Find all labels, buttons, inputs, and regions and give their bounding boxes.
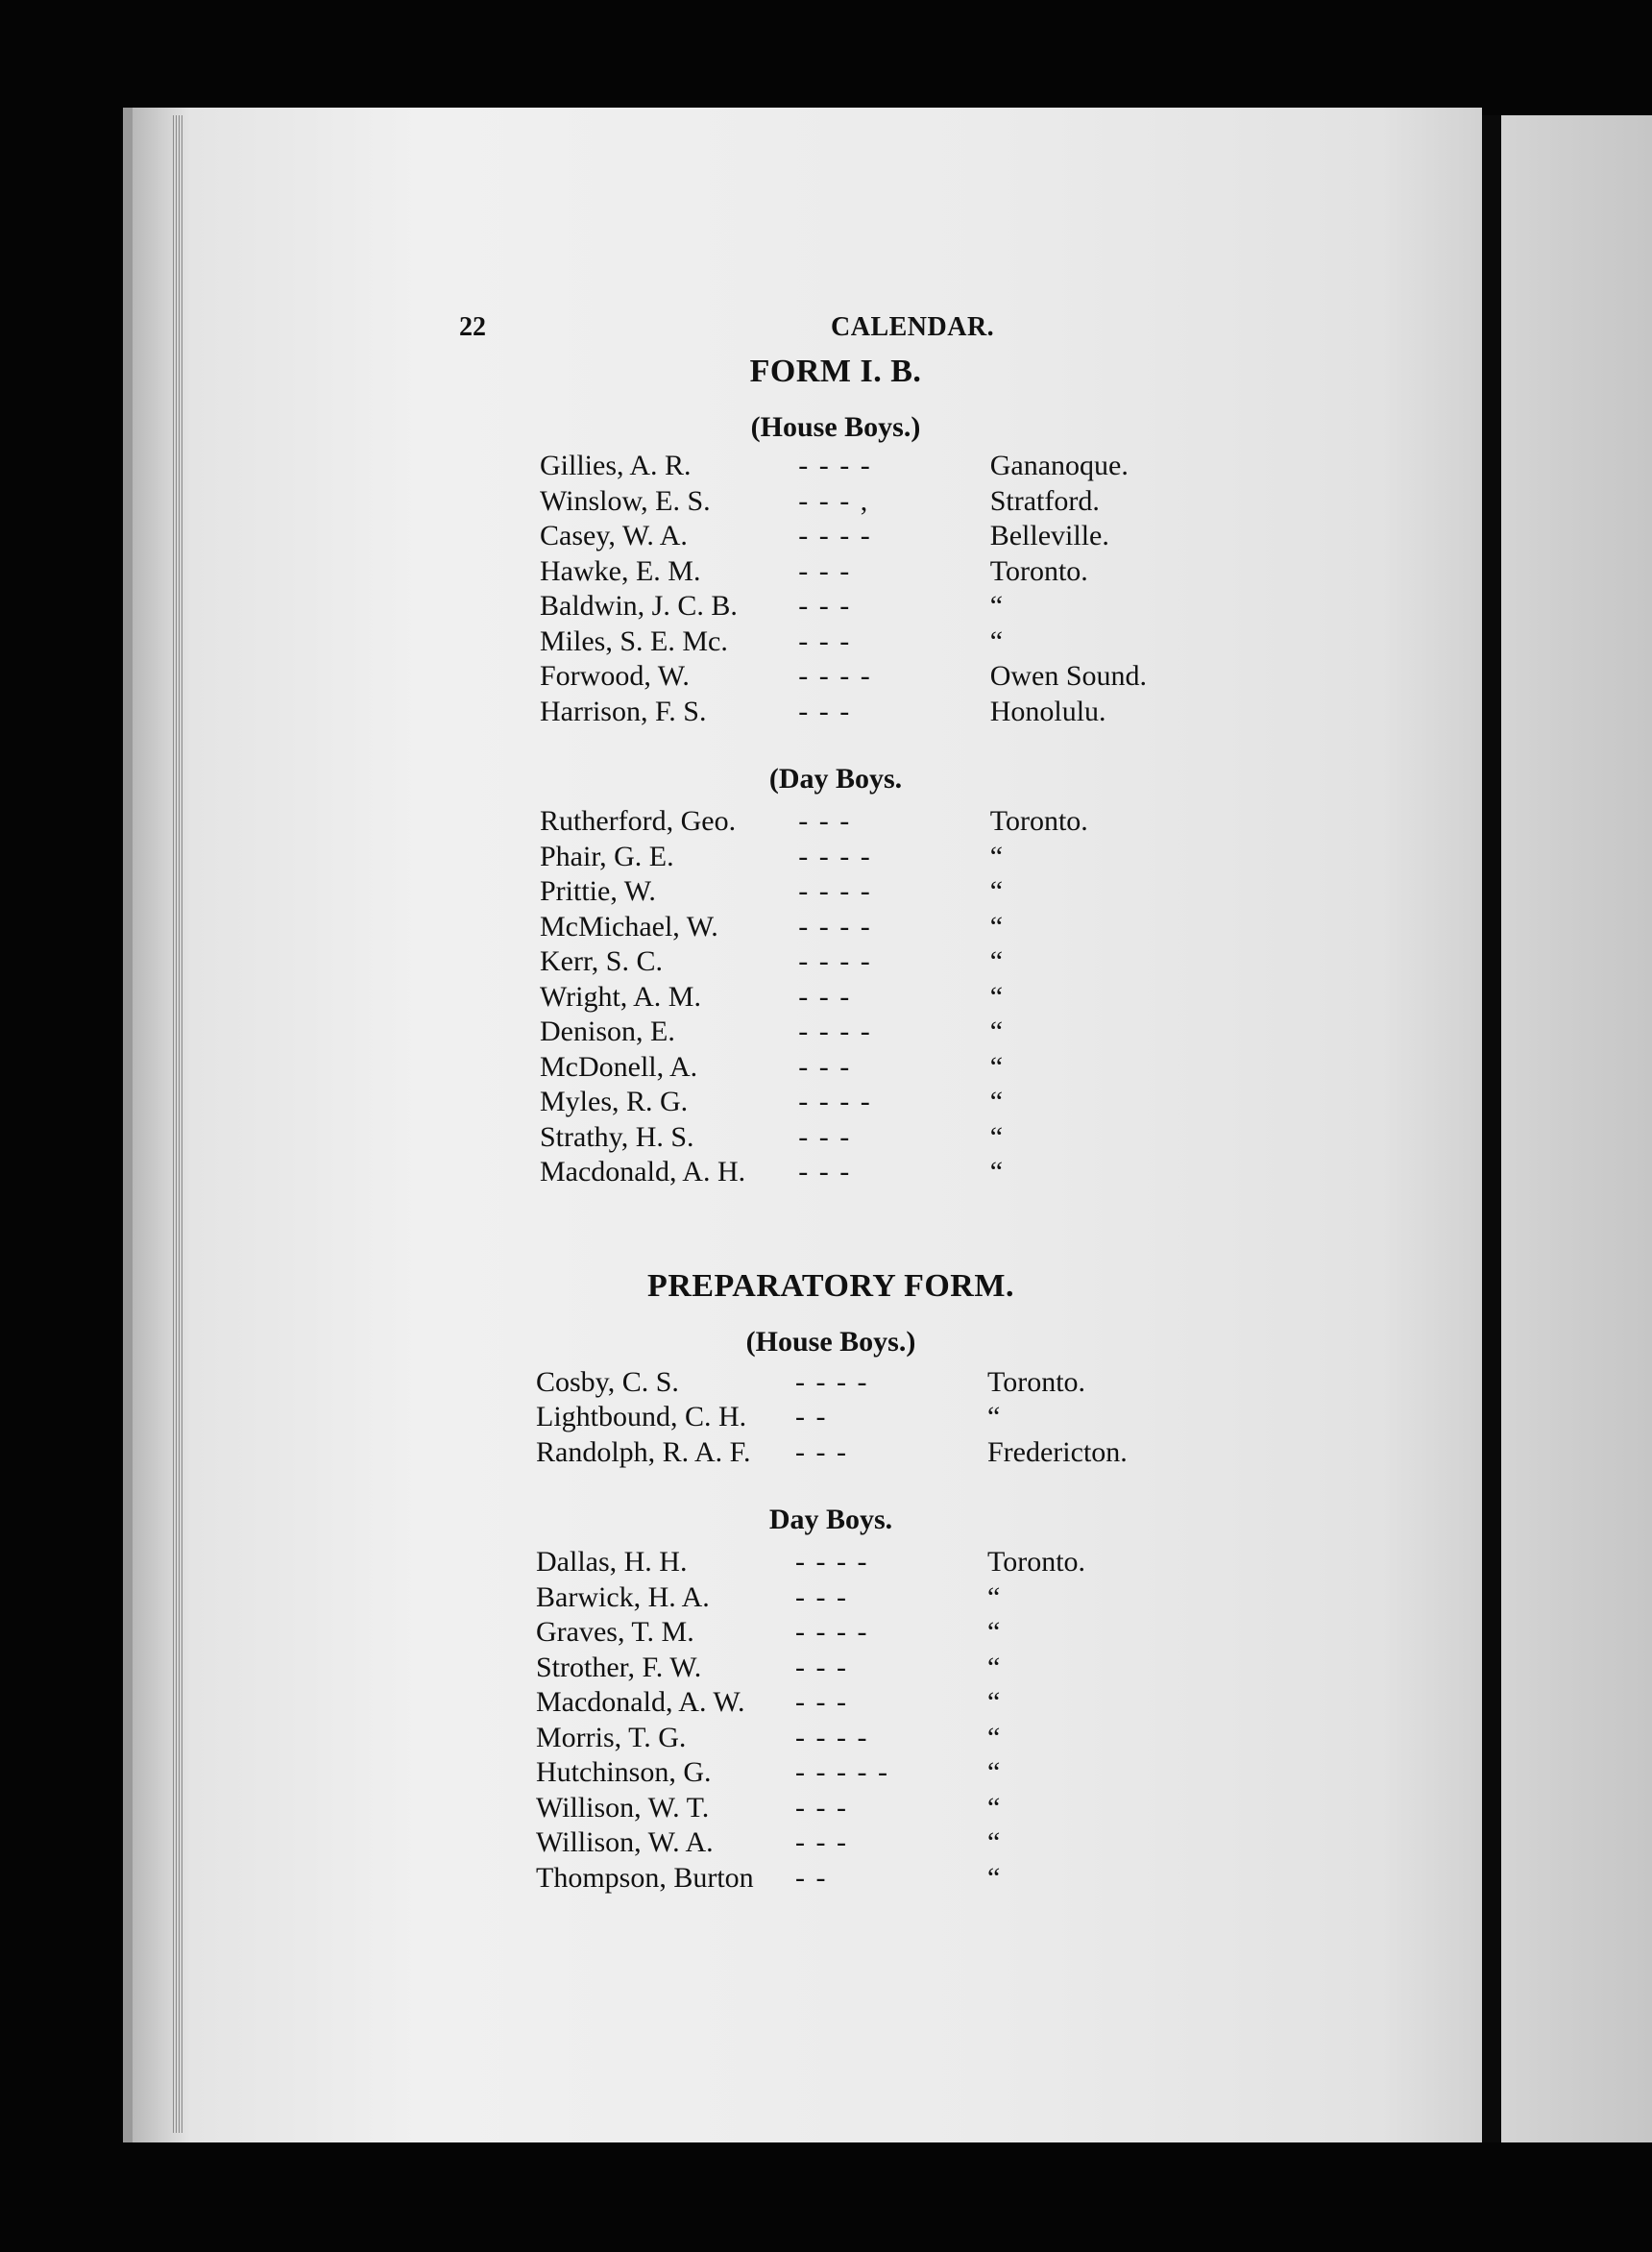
roster-row	[540, 980, 1239, 1016]
roster-row	[540, 1085, 1239, 1120]
home-town: Toronto.	[989, 805, 1088, 837]
leader-dashes: - - -	[795, 1435, 848, 1468]
home-town: “	[989, 910, 1004, 942]
home-town: “	[989, 1016, 1004, 1047]
roster-row	[536, 1365, 1239, 1401]
home-town: “	[989, 875, 1004, 907]
leader-dashes: - - -	[795, 1580, 848, 1613]
leader-dashes: - - - -	[798, 450, 872, 481]
form-1b-house-roster	[540, 449, 1239, 729]
form-1b-house-heading: (House Boys.)	[750, 411, 921, 443]
student-name: Kerr, S. C.	[540, 945, 663, 977]
roster-row	[540, 554, 1239, 590]
leader-dashes: - - - -	[795, 1365, 869, 1398]
roster-row	[540, 874, 1239, 910]
preparatory-house-roster	[536, 1365, 1239, 1471]
home-town: “	[989, 980, 1004, 1013]
roster-row	[540, 910, 1239, 945]
roster-row	[540, 519, 1239, 554]
leader-dashes: - - - -	[798, 1016, 872, 1047]
student-name: Hawke, E. M.	[540, 554, 701, 587]
leader-dashes: - - - -	[795, 1616, 869, 1648]
home-town: “	[987, 1401, 1001, 1432]
student-name: Harrison, F. S.	[540, 695, 707, 727]
leader-dashes: - - - -	[798, 840, 872, 872]
leader-dashes: - - - -	[798, 1086, 872, 1117]
home-town: “	[987, 1826, 1001, 1858]
home-town: “	[989, 840, 1004, 872]
roster-row	[536, 1721, 1239, 1756]
student-name: Cosby, C. S.	[536, 1365, 679, 1398]
leader-dashes: - - -	[795, 1686, 848, 1718]
student-name: Willison, W. A.	[536, 1826, 714, 1858]
leader-dashes: - - - - -	[795, 1756, 889, 1788]
roster-row	[540, 624, 1239, 660]
student-name: Prittie, W.	[540, 875, 656, 907]
student-name: Casey, W. A.	[540, 520, 688, 551]
student-name: Myles, R. G.	[540, 1086, 689, 1117]
roster-row	[540, 484, 1239, 520]
home-town: “	[989, 1086, 1004, 1117]
home-town: Honolulu.	[989, 695, 1106, 727]
home-town: Belleville.	[989, 520, 1109, 551]
form-1b-day-roster	[540, 804, 1239, 1190]
leader-dashes: - - -	[795, 1651, 848, 1683]
book-spine	[1482, 115, 1501, 2142]
page-content	[451, 303, 1239, 1896]
home-town: “	[987, 1791, 1001, 1824]
leader-dashes: - - -	[798, 590, 852, 622]
student-name: Macdonald, A. W.	[536, 1686, 745, 1718]
student-name: Phair, G. E.	[540, 840, 674, 872]
leader-dashes: - - -	[798, 554, 852, 587]
home-town: “	[989, 945, 1004, 977]
roster-row	[536, 1755, 1239, 1791]
home-town: “	[987, 1861, 1001, 1894]
roster-row	[540, 659, 1239, 695]
leader-dashes: - - -	[798, 624, 852, 657]
roster-row	[540, 589, 1239, 624]
student-name: Willison, W. T.	[536, 1791, 710, 1824]
roster-row	[536, 1400, 1239, 1435]
roster-row	[540, 695, 1239, 730]
student-name: Hutchinson, G.	[536, 1756, 712, 1788]
form-1b-day-heading: (Day Boys.	[768, 763, 903, 795]
home-town: “	[989, 1120, 1004, 1153]
student-name: McDonell, A.	[540, 1050, 698, 1083]
student-name: Forwood, W.	[540, 660, 690, 692]
home-town: Toronto.	[989, 554, 1088, 587]
roster-row	[540, 840, 1239, 875]
home-town: Fredericton.	[987, 1435, 1128, 1468]
roster-row	[540, 944, 1239, 980]
leader-dashes: - - -	[798, 1156, 852, 1187]
preparatory-day-roster	[536, 1545, 1239, 1896]
roster-row	[536, 1545, 1239, 1580]
leader-dashes: - - - -	[795, 1546, 869, 1578]
running-head: CALENDAR.	[831, 312, 995, 342]
preparatory-day-heading: Day Boys.	[768, 1504, 893, 1535]
student-name: Barwick, H. A.	[536, 1580, 710, 1613]
roster-row	[536, 1651, 1239, 1686]
roster-row	[536, 1435, 1239, 1471]
home-town: “	[987, 1651, 1001, 1683]
student-name: Strathy, H. S.	[540, 1120, 694, 1153]
home-town: “	[989, 1050, 1004, 1083]
student-name: Miles, S. E. Mc.	[540, 624, 728, 657]
home-town: “	[987, 1616, 1001, 1648]
home-town: “	[989, 624, 1004, 657]
student-name: Denison, E.	[540, 1016, 675, 1047]
home-town: “	[987, 1721, 1001, 1753]
leader-dashes: - - - ,	[798, 484, 870, 517]
home-town: Gananoque.	[989, 450, 1129, 481]
leader-dashes: - - - -	[798, 945, 872, 977]
home-town: “	[989, 590, 1004, 622]
preparatory-form-title: PREPARATORY FORM.	[647, 1267, 1014, 1304]
leader-dashes: - - - -	[798, 875, 872, 907]
form-1b-title: FORM I. B.	[749, 354, 922, 389]
home-town: Toronto.	[987, 1365, 1086, 1398]
home-town: Toronto.	[987, 1546, 1086, 1578]
home-town: Stratford.	[989, 484, 1100, 517]
student-name: Strother, F. W.	[536, 1651, 702, 1683]
student-name: Wright, A. M.	[540, 980, 701, 1013]
roster-row	[540, 1050, 1239, 1086]
home-town: “	[989, 1156, 1004, 1187]
student-name: Macdonald, A. H.	[540, 1156, 746, 1187]
leader-dashes: - - - -	[798, 660, 872, 692]
student-name: Baldwin, J. C. B.	[540, 590, 738, 622]
leader-dashes: - -	[795, 1401, 828, 1432]
student-name: Dallas, H. H.	[536, 1546, 688, 1578]
leader-dashes: - - -	[798, 805, 852, 837]
home-town: “	[987, 1686, 1001, 1718]
roster-row	[536, 1615, 1239, 1651]
page-number: 22	[459, 312, 486, 342]
roster-row	[536, 1580, 1239, 1616]
student-name: Morris, T. G.	[536, 1721, 687, 1753]
leader-dashes: - - -	[795, 1826, 848, 1858]
roster-row	[540, 1015, 1239, 1050]
student-name: McMichael, W.	[540, 910, 718, 942]
roster-row	[536, 1685, 1239, 1721]
home-town: “	[987, 1580, 1001, 1613]
preparatory-house-heading: (House Boys.)	[745, 1325, 916, 1358]
leader-dashes: - - - -	[798, 910, 872, 942]
student-name: Lightbound, C. H.	[536, 1401, 747, 1432]
student-name: Gillies, A. R.	[540, 450, 692, 481]
student-name: Graves, T. M.	[536, 1616, 694, 1648]
page-edge-stack	[173, 115, 182, 2133]
leader-dashes: - - - -	[798, 520, 872, 551]
roster-row	[540, 1120, 1239, 1156]
leader-dashes: - - -	[798, 1050, 852, 1083]
home-town: Owen Sound.	[989, 660, 1148, 692]
leader-dashes: - - -	[795, 1791, 848, 1824]
roster-row	[536, 1861, 1239, 1897]
student-name: Winslow, E. S.	[540, 484, 711, 517]
facing-page-edge	[1501, 115, 1652, 2142]
roster-row	[536, 1825, 1239, 1861]
leader-dashes: - - -	[798, 695, 852, 727]
student-name: Rutherford, Geo.	[540, 805, 737, 837]
roster-row	[540, 1155, 1239, 1190]
leader-dashes: - - -	[798, 980, 852, 1013]
roster-row	[536, 1791, 1239, 1826]
home-town: “	[987, 1756, 1001, 1788]
leader-dashes: - - -	[798, 1120, 852, 1153]
leader-dashes: - -	[795, 1861, 828, 1894]
roster-row	[540, 804, 1239, 840]
student-name: Randolph, R. A. F.	[536, 1435, 751, 1468]
student-name: Thompson, Burton	[536, 1861, 754, 1894]
roster-row	[540, 449, 1239, 484]
leader-dashes: - - - -	[795, 1721, 869, 1753]
page-header	[451, 303, 1239, 341]
